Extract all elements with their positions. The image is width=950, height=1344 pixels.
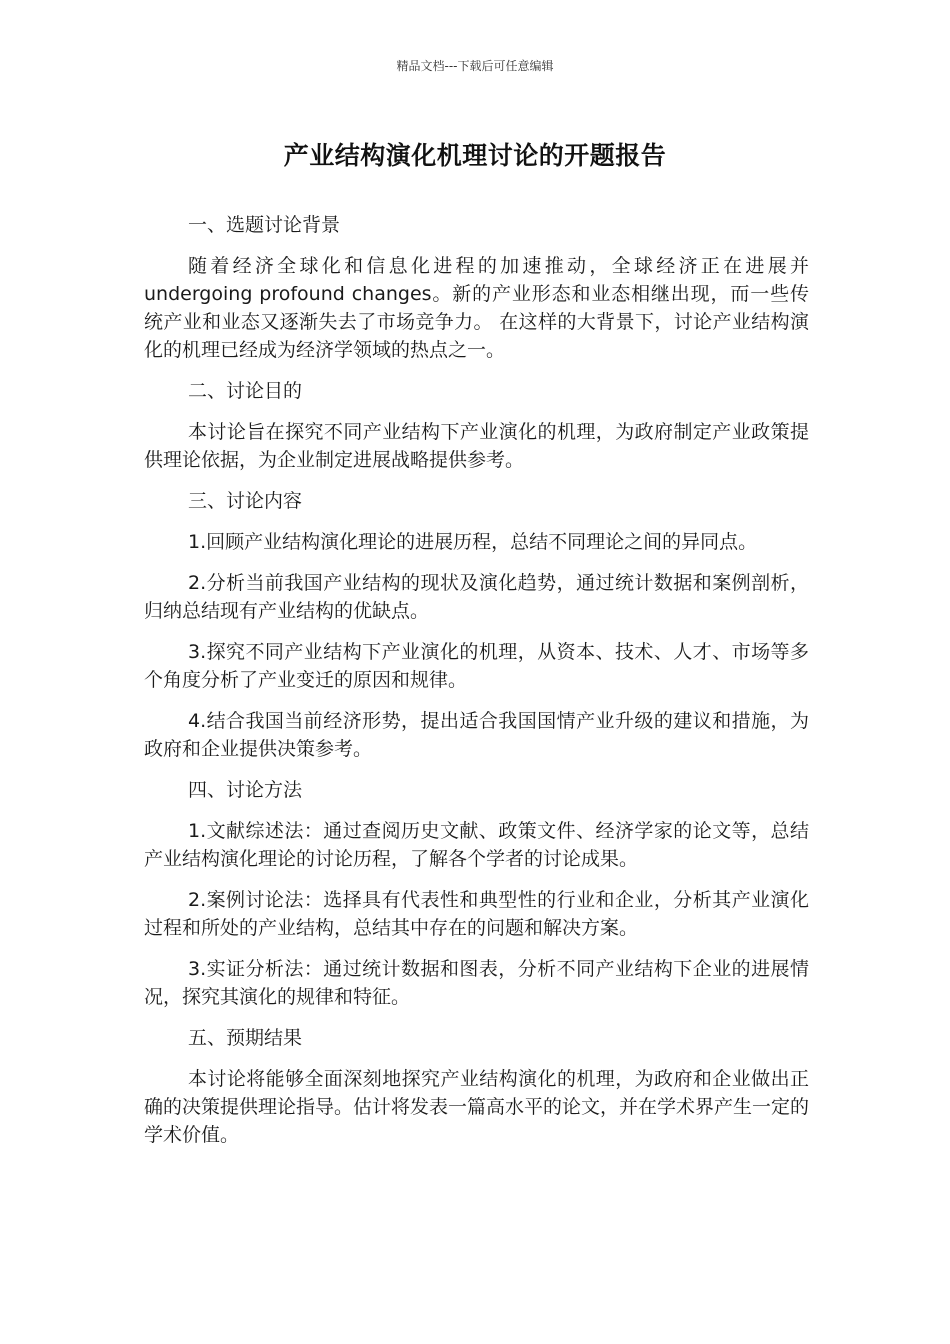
- section-heading-purpose: 二、讨论目的: [188, 380, 303, 402]
- header-note: 精品文档---下载后可任意编辑: [396, 59, 554, 73]
- section-heading-methods: 四、讨论方法: [188, 779, 303, 801]
- document-title: 产业结构演化机理讨论的开题报告: [283, 141, 667, 170]
- paragraph-background: 随着经济全球化和信息化进程的加速推动，全球经济正在进展并undergoing profound changes。新的产业形态和业态相继出现，而一些传统产业和业态又逐渐失去了市场竞争力。 在这样的大背景下，讨论产业结构演化的机理已经成为经济学领域的热点之一。: [144, 255, 809, 361]
- paragraph-method-3: 3.实证分析法：通过统计数据和图表，分析不同产业结构下企业的进展情况，探究其演化的规律和特征。: [144, 958, 809, 1008]
- paragraph-content-3: 3.探究不同产业结构下产业演化的机理，从资本、技术、人才、市场等多个角度分析了产业变迁的原因和规律。: [144, 641, 809, 691]
- section-heading-background: 一、选题讨论背景: [188, 214, 341, 236]
- paragraph-content-2: 2.分析当前我国产业结构的现状及演化趋势，通过统计数据和案例剖析，归纳总结现有产业结构的优缺点。: [144, 572, 809, 622]
- paragraph-expected-results: 本讨论将能够全面深刻地探究产业结构演化的机理，为政府和企业做出正确的决策提供理论指导。估计将发表一篇高水平的论文，并在学术界产生一定的学术价值。: [144, 1068, 810, 1146]
- section-heading-expected-results: 五、预期结果: [188, 1027, 303, 1049]
- section-heading-content: 三、讨论内容: [188, 490, 303, 512]
- document-body: [144, 211, 809, 1162]
- paragraph-content-1: 1.回顾产业结构演化理论的进展历程，总结不同理论之间的异同点。: [188, 531, 758, 553]
- paragraph-purpose: 本讨论旨在探究不同产业结构下产业演化的机理，为政府制定产业政策提供理论依据，为企业制定进展战略提供参考。: [144, 421, 809, 471]
- paragraph-method-1: 1.文献综述法：通过查阅历史文献、政策文件、经济学家的论文等，总结产业结构演化理论的讨论历程，了解各个学者的讨论成果。: [144, 820, 809, 870]
- paragraph-method-2: 2.案例讨论法：选择具有代表性和典型性的行业和企业，分析其产业演化过程和所处的产业结构，总结其中存在的问题和解决方案。: [144, 889, 809, 939]
- paragraph-content-4: 4.结合我国当前经济形势，提出适合我国国情产业升级的建议和措施，为政府和企业提供决策参考。: [144, 710, 809, 760]
